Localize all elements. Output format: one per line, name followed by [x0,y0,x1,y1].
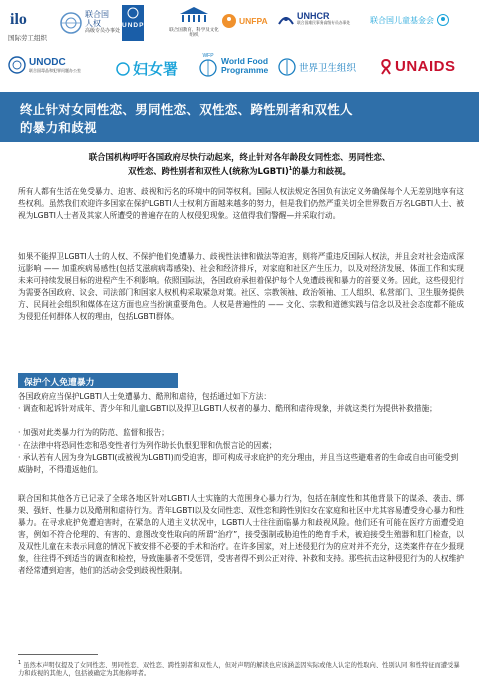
list-item: · 加强对此类暴力行为的防范、监督和报告； [18,428,169,437]
title-line2: 的暴力和歧视 [20,120,97,135]
wfp-line1: World Food [221,55,269,66]
who-logo [278,58,356,76]
footnote-text: 虽然本声明仅提及了女同性恋、男同性恋、双性恋、跨性别者和双性人，但对声明的解读也应该涵盖因实际或他人认定的性取向、性别认同 和性特征而遭受暴力和歧视的其他人，包括被确定为其他称呼者。 [18,662,460,678]
ohchr-logo [60,10,120,35]
unwomen-emblem-icon [116,62,130,76]
unhcr-label: UNHCR [297,10,330,21]
wfp-wheat-globe-icon [198,59,218,77]
who-emblem-icon [278,58,296,76]
unfpa-logo [222,14,268,28]
ohchr-line3: 高级专员办事处 [85,28,121,34]
unodc-sublabel: 联合国毒品和犯罪问题办公室 [29,68,81,73]
unwomen-logo [116,58,178,79]
who-label: 世界卫生组织 [299,63,357,74]
paragraph-obligations: 如果不能捍卫LGBTI人士的人权、不保护他们免遭暴力、歧视性法律和做法等迫害，则将严重违反国际人权法，并且会对社会造成深远影响 —— 加重疾病易感性(包括艾滋病病毒感染)、社会和经济排斥，对家庭和社区产生压力，以及对经济发展、体面工作和实现未来可持续发展目标的进程产生不利影响。依照国际法，各国政府承担着保护每个人免遭歧视和暴力的首要义务。因此，这些侵犯行为需要各国政府、议会、司法部门和国家人权机构采取紧急对策。社区、宗教领袖、政治领袖、工人组织、私营部门、卫生服务提供方、民间社会组织和媒体在这方面也应当扮演重要角色。人权是普遍性的 —— 文化、宗教和道德实践与信念以及社会态度都不能成为侵犯任何群体人权的理由，包括LGBTI群体。 [18,252,464,321]
wfp-line2: Programme [221,64,269,75]
section-heading-protect: 保护个人免遭暴力 [18,373,178,388]
unesco-label: 联合国教育、科学及文化组织 [169,27,219,37]
lead-line1: 联合国机构呼吁各国政府尽快行动起来，终止针对各年龄段女同性恋、男同性恋、 [88,152,391,162]
unicef-mother-child-icon [437,14,449,26]
lead-line2-end: 的暴力和歧视。 [292,165,351,176]
red-ribbon-icon [380,59,392,75]
undp-label: UNDP [122,22,145,29]
partner-logos [0,0,479,88]
unodc-logo [8,56,81,74]
paragraph-violence: 联合国和其他各方已记录了全球各地区针对LGBTI人士实施的大范围身心暴力行为，包括在制度性和其他背景下的谋杀、袭击、绑架、强奸、性暴力以及酷刑和虐待行为。青年LGBTI以及女同性恋、双性恋和跨性别妇女在家庭和社区中尤其容易遭受身心暴力和性暴力。在寻求庇护免遭迫害时，在紧急的人道主义状况中，LGBTI人士往往面临暴力和歧视风险。他们还有可能在医疗方面遭受迫害，例如不符合伦理的、有害的、意图改变性取向的所谓“治疗”，接受强制或胁迫性的绝育手术，被迫接受生殖器和肛门检查，以及双性儿童在未表示同意的情况下被安排不必要的手术和治疗。在许多国家，对上述侵犯行为的应对并不充分，这类案件存在少报现象，往往得不到适当的调查和检控，导致施暴者不受惩罚，受害者得不到公正对待、补救和支持。那些抗击这种侵犯行为的人权维护者经常遭到迫害，他们的活动会受到歧视性限制。 [18,494,464,575]
footnote-divider [18,654,98,655]
unfpa-label: UNFPA [239,16,268,26]
lead-footnote-ref[interactable]: 1 [288,166,293,172]
ilo-label: 国际劳工组织 [8,35,47,42]
title-banner [0,92,479,142]
ohchr-line2: 人权 [85,19,101,28]
list-item: · 调查和起诉针对成年、青少年和儿童LGBTI以及捍卫LGBTI人权者的暴力、酷刑和虐待现象，并就这类行为提供补救措施； [18,404,437,413]
ilo-logo [8,6,47,42]
undp-logo [122,5,144,41]
section-intro: 各国政府应当保护LGBTI人士免遭暴力、酷刑和虐待，包括通过如下方法： [18,392,272,401]
wfp-acronym: WFP [202,53,214,59]
lead-line2: 双性恋、跨性别者和双性人(统称为LGBTI) [128,165,289,176]
paragraph-rights: 所有人都有生活在免受暴力、迫害、歧视和污名的环境中的同等权利。国际人权法规定各国负有法定义务确保每个人无差别地享有这些权利。虽然我们欢迎许多国家在保护LGBTI人士权利方面越来越多的努力，但是我们仍然严重关切全世界数百万名LGBTI人士、被视为LGBTI人士者及其家人所遭受的普遍存在的人权侵犯现象。这值得我们警醒—并采取行动。 [18,187,464,220]
ilo-emblem-icon [8,6,34,30]
unaids-logo [380,58,456,75]
footnote [18,659,464,678]
unwomen-label: 妇女署 [133,61,179,78]
un-emblem-icon [60,12,82,34]
unesco-temple-icon [179,6,209,24]
lead-line2-wrap [18,163,461,177]
unaids-label: UNAIDS [395,58,456,75]
unesco-logo [168,6,220,37]
unhcr-hands-icon [278,10,294,26]
unicef-label: 联合国儿童基金会 [370,15,434,25]
svg-text:ilo: ilo [10,11,27,28]
list-item: · 在法律中将恐同性恋和恐变性者行为列作助长仇恨犯罪和仇恨言论的因素； [18,441,277,450]
list-item: · 承认若有人因为身为LGBTI(或被视为LGBTI)而受迫害，即可构成寻求庇护的充分理由，并且当这些避难者的生命或自由可能受到威胁时，不得遣返他们。 [18,453,459,474]
title-line1: 终止针对女同性恋、男同性恋、双性恋、跨性别者和双性人 [20,102,353,117]
unhcr-logo [278,10,350,26]
unodc-label: UNODC [29,57,66,68]
footnote-number: 1 [18,660,22,666]
unicef-logo [370,14,449,26]
unfpa-people-icon [222,14,236,28]
un-emblem-icon [8,56,26,74]
unhcr-sublabel: 联合国难民事务高级专员办事处 [297,20,351,25]
ohchr-line1: 联合国 [85,10,109,19]
lead-statement [18,151,461,177]
wfp-logo [198,54,268,77]
